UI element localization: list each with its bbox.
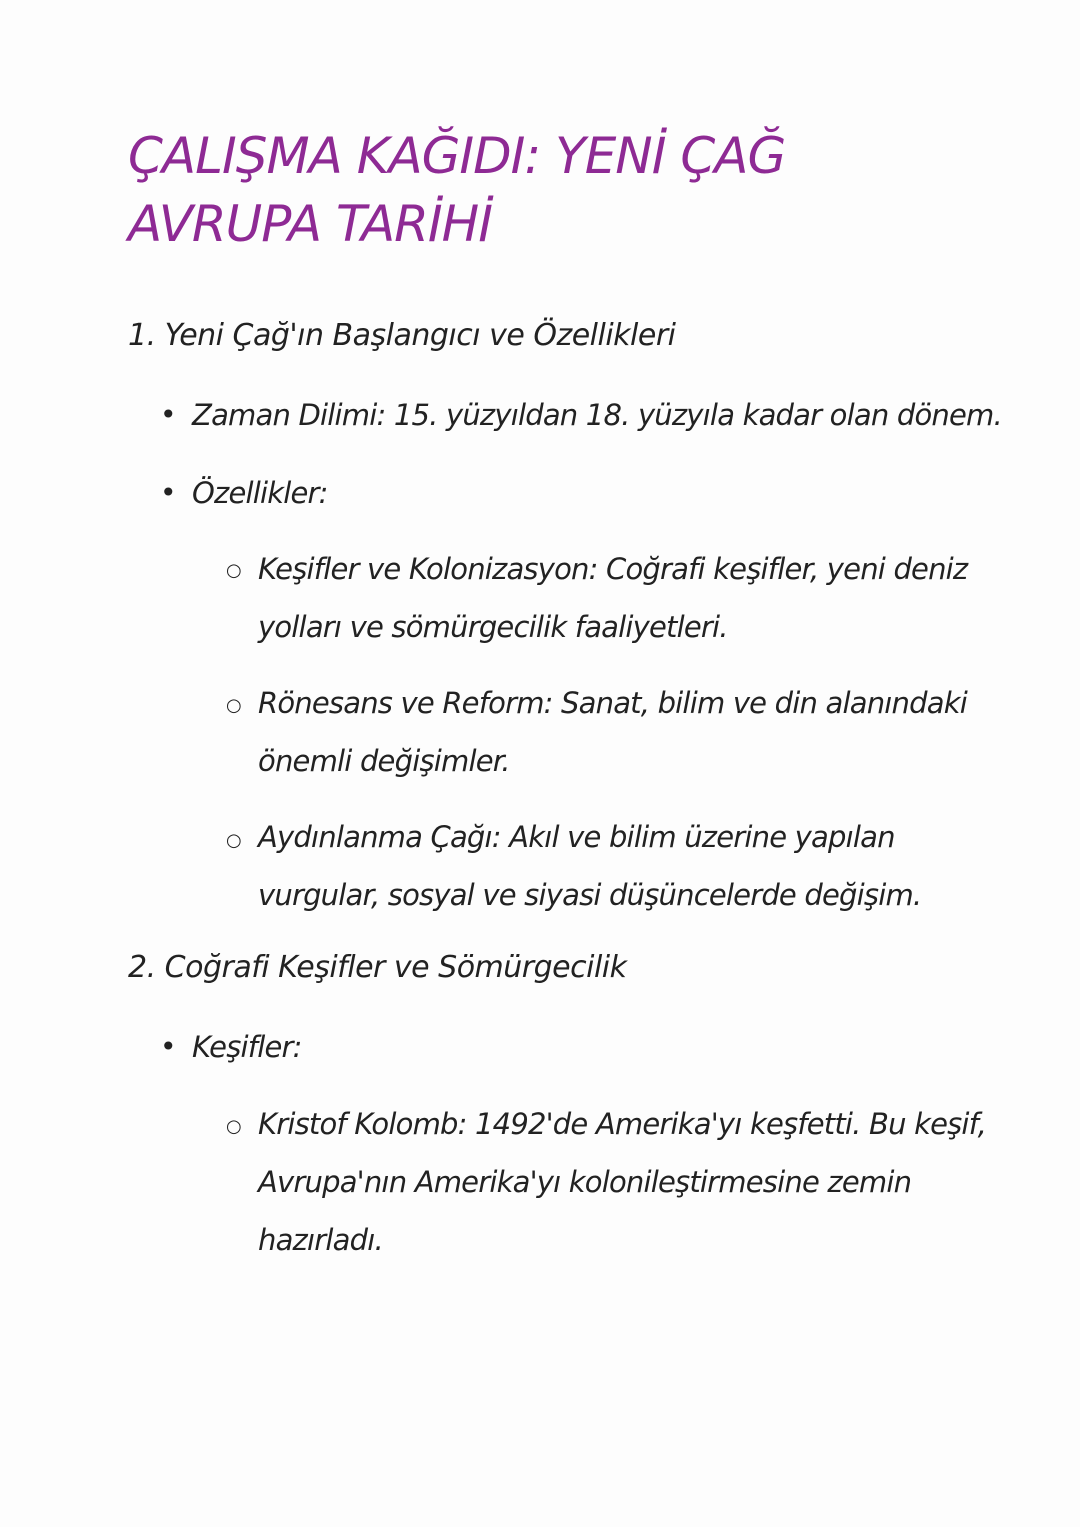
circle-bullet-icon: ○ xyxy=(226,695,242,716)
circle-bullet-icon: ○ xyxy=(226,1116,242,1137)
section-heading: 2. Coğrafi Keşifler ve Sömürgecilik xyxy=(128,950,627,985)
bullet-icon: • xyxy=(160,1030,177,1063)
title-line: AVRUPA TARİHİ xyxy=(128,195,493,253)
section-heading: 1. Yeni Çağ'ın Başlangıcı ve Özellikleri xyxy=(128,318,676,353)
list-item: Özellikler: xyxy=(192,476,328,510)
list-item: Zaman Dilimi: 15. yüzyıldan 18. yüzyıla kadar olan dönem. xyxy=(192,398,1002,432)
circle-bullet-icon: ○ xyxy=(226,560,242,581)
circle-bullet-icon: ○ xyxy=(226,830,242,851)
page-title xyxy=(128,122,785,258)
list-item: Rönesans ve Reform: Sanat, bilim ve din alanındaki önemli değişimler. xyxy=(258,686,967,778)
list-item: Keşifler: xyxy=(192,1030,302,1064)
title-line: ÇALIŞMA KAĞIDI: YENİ ÇAĞ xyxy=(128,127,786,185)
list-item: Aydınlanma Çağı: Akıl ve bilim üzerine yapılan vurgular, sosyal ve siyasi düşüncelerde değişim. xyxy=(258,820,922,912)
list-item: Kristof Kolomb: 1492'de Amerika'yı keşfetti. Bu keşif, Avrupa'nın Amerika'yı kolonileştirmesine zemin hazırladı. xyxy=(258,1107,986,1257)
bullet-icon: • xyxy=(160,398,177,431)
list-item: Keşifler ve Kolonizasyon: Coğrafi keşifler, yeni deniz yolları ve sömürgecilik faaliyetleri. xyxy=(258,552,968,644)
bullet-icon: • xyxy=(160,476,177,509)
